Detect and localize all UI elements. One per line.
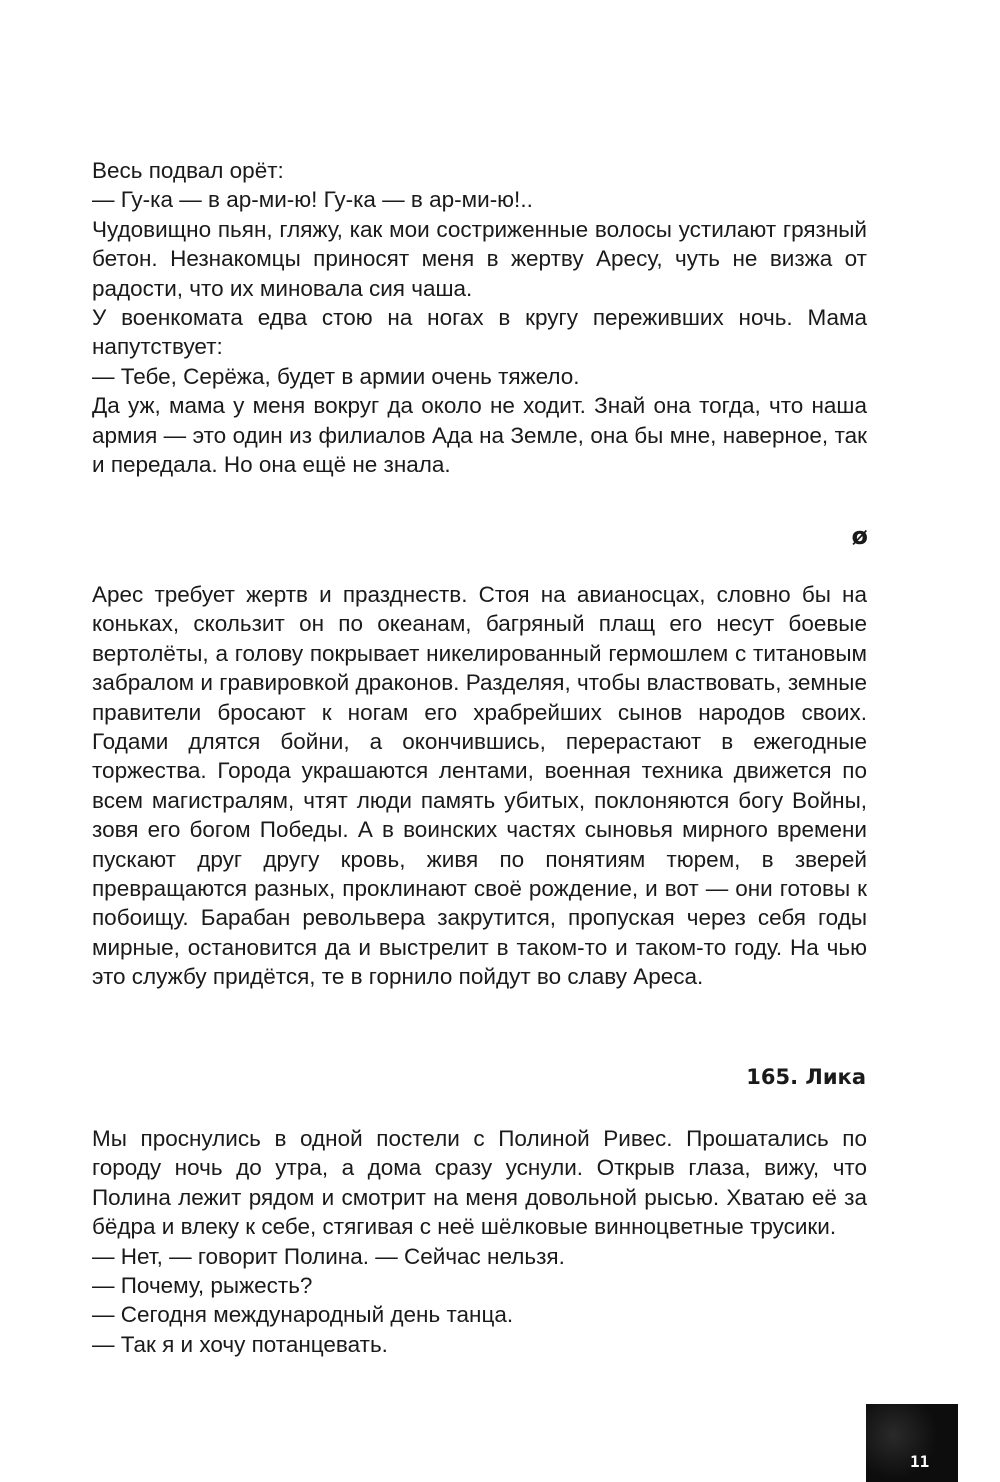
paragraph: — Гу-ка — в ар-ми-ю! Гу-ка — в ар-ми-ю!.. — [92, 187, 533, 213]
paragraph: Чудовищно пьян, гляжу, как мои состриженные волосы устилают грязный бетон. Незнакомцы приносят меня в жертву Аресу, чуть не визжа от радости, что их миновала сия чаша. — [92, 216, 867, 301]
paragraph: — Сегодня международный день танца. — [92, 1302, 514, 1328]
text-block-2 — [92, 580, 867, 992]
paragraph: Да уж, мама у меня вокруг да около не ходит. Знай она тогда, что наша армия — это один из филиалов Ада на Земле, она бы мне, наверное, так и передала. Но она ещё не знала. — [92, 393, 867, 478]
page-number: 11 — [910, 1452, 930, 1471]
text-block-3 — [92, 1124, 867, 1359]
paragraph: — Так я и хочу потанцевать. — [92, 1331, 388, 1357]
paragraph: — Почему, рыжесть? — [92, 1273, 313, 1299]
paragraph: Арес требует жертв и празднеств. Стоя на авианосцах, словно бы на коньках, скользит он по океанам, багряный плащ его несут боевые вертолёты, а голову покрывает никелированный гермошлем с титановым забралом и гравировкой драконов. Разделяя, чтобы властвовать, земные правители бросают к ногам его храбрейших сынов народов своих. Годами длятся бойни, а окончившись, перерастают в ежегодные торжества. Города украшаются лентами, военная техника движется по всем магистралям, чтят люди память убитых, поклоняются богу Войны, зовя его богом Победы. А в воинских частях сыновья мирного времени пускают друг другу кровь, живя по понятиям тюрем, в зверей превращаются разных, проклинают своё рождение, и вот — они готовы к побоищу. Барабан револьвера закрутится, пропуская через себя годы мирные, остановится да и выстрелит в таком-то и таком-то году. На чью это службу придётся, те в горнило пойдут во славу Ареса. — [92, 582, 867, 990]
section-separator: ø — [851, 522, 868, 550]
paragraph: Мы проснулись в одной постели с Полиной Ривес. Прошатались по городу ночь до утра, а дома сразу уснули. Открыв глаза, вижу, что Полина лежит рядом и смотрит на меня довольной рысью. Хватаю её за бёдра и влеку к себе, стягивая с неё шёлковые винноцветные трусики. — [92, 1126, 867, 1240]
paragraph: У военкомата едва стою на ногах в кругу переживших ночь. Мама напутствует: — [92, 305, 867, 360]
section-heading: 165. Лика — [746, 1065, 866, 1089]
text-block-1 — [92, 156, 867, 479]
paragraph: — Тебе, Серёжа, будет в армии очень тяжело. — [92, 363, 580, 389]
paragraph: — Нет, — говорит Полина. — Сейчас нельзя. — [92, 1243, 565, 1269]
paragraph: Весь подвал орёт: — [92, 158, 284, 183]
